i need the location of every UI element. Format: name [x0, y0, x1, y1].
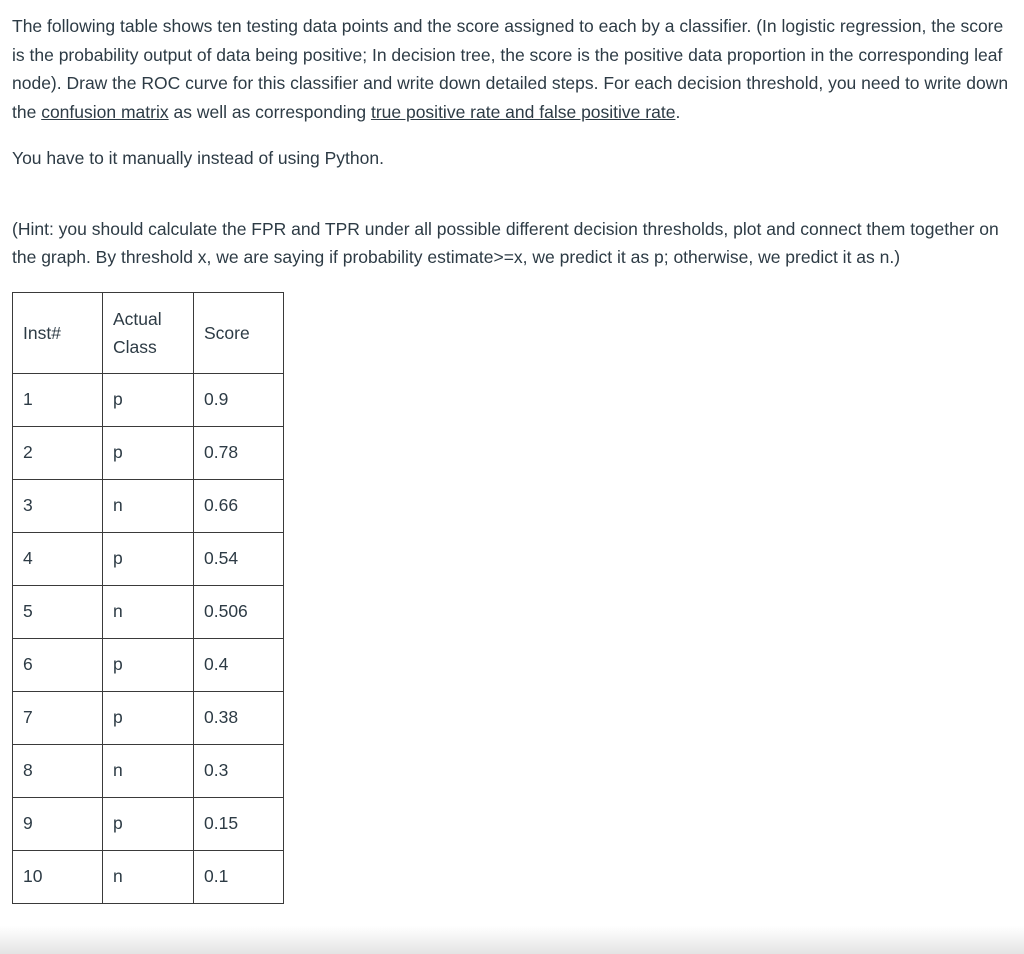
cell-score: 0.3 — [194, 744, 284, 797]
table-row — [13, 373, 284, 426]
table-row — [13, 691, 284, 744]
cell-inst: 6 — [13, 638, 103, 691]
header-inst: Inst# — [13, 292, 103, 373]
bottom-fade — [0, 926, 1024, 954]
tpr-fpr-link[interactable]: true positive rate and false positive rate — [370, 101, 676, 122]
table-row — [13, 638, 284, 691]
table-row — [13, 744, 284, 797]
cell-actual-class: n — [103, 479, 194, 532]
header-score: Score — [194, 292, 284, 373]
question-text-part-3: . — [675, 101, 681, 122]
confusion-matrix-link[interactable]: confusion matrix — [41, 101, 169, 122]
cell-score: 0.9 — [194, 373, 284, 426]
table-row — [13, 532, 284, 585]
table-row — [13, 585, 284, 638]
cell-score: 0.38 — [194, 691, 284, 744]
question-paragraph-main — [12, 12, 1012, 126]
cell-score: 0.506 — [194, 585, 284, 638]
cell-inst: 9 — [13, 797, 103, 850]
cell-actual-class: p — [103, 426, 194, 479]
cell-score: 0.15 — [194, 797, 284, 850]
cell-inst: 1 — [13, 373, 103, 426]
header-actual-class — [103, 292, 194, 373]
cell-score: 0.78 — [194, 426, 284, 479]
cell-score: 0.1 — [194, 850, 284, 903]
cell-inst: 8 — [13, 744, 103, 797]
question-text-part-1: The following table shows ten testing data points and the score assigned to each by a classifier. (In logistic regression, the score is the probability output of data being positive; In decision tree, the score is the positive data proportion in the corresponding leaf node). Draw the ROC curve for this classifier and write down detailed steps. For each decision threshold, you need to write down the — [12, 16, 1009, 122]
question-text-part-2: as well as corresponding — [168, 101, 371, 122]
header-actual-line2: Class — [113, 336, 157, 357]
cell-inst: 4 — [13, 532, 103, 585]
cell-inst: 2 — [13, 426, 103, 479]
score-table — [12, 292, 284, 904]
cell-inst: 7 — [13, 691, 103, 744]
cell-score: 0.54 — [194, 532, 284, 585]
cell-actual-class: p — [103, 797, 194, 850]
cell-actual-class: n — [103, 850, 194, 903]
table-row — [13, 426, 284, 479]
table-row — [13, 797, 284, 850]
question-content — [12, 12, 1012, 904]
cell-inst: 10 — [13, 850, 103, 903]
cell-actual-class: p — [103, 532, 194, 585]
cell-actual-class: p — [103, 373, 194, 426]
table-row — [13, 479, 284, 532]
table-header-row — [13, 292, 284, 373]
question-paragraph-hint: (Hint: you should calculate the FPR and TPR under all possible different decision thresholds, plot and connect them together on the graph. By threshold x, we are saying if probability estimate>=x, we predict it as p; otherwise, we predict it as n.) — [12, 218, 999, 267]
cell-actual-class: n — [103, 744, 194, 797]
cell-score: 0.4 — [194, 638, 284, 691]
cell-inst: 5 — [13, 585, 103, 638]
cell-inst: 3 — [13, 479, 103, 532]
question-paragraph-manual: You have to it manually instead of using Python. — [12, 148, 384, 168]
header-actual-line1: Actual — [113, 308, 162, 329]
cell-actual-class: p — [103, 691, 194, 744]
cell-actual-class: p — [103, 638, 194, 691]
cell-score: 0.66 — [194, 479, 284, 532]
cell-actual-class: n — [103, 585, 194, 638]
table-row — [13, 850, 284, 903]
